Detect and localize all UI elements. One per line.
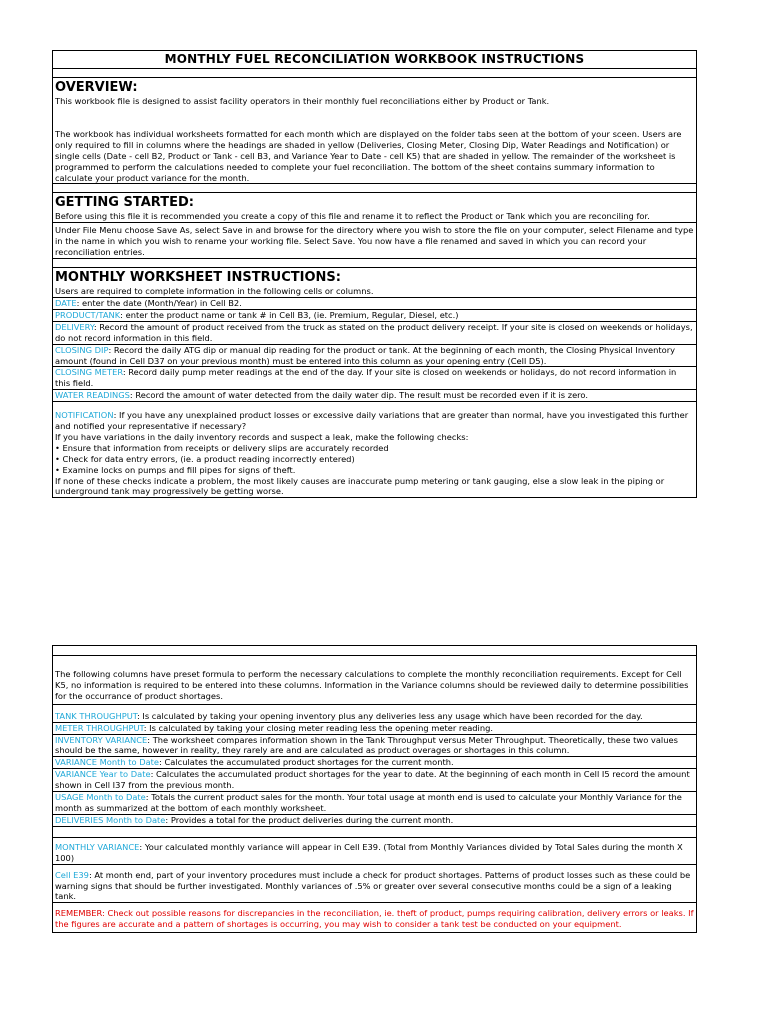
worksheet-item-closing-meter (52, 367, 697, 390)
item-text: : If you have any unexplained product losses or excessive daily variations that are greater than normal, have you investigated this further and notified your representative if necessary? (55, 410, 689, 432)
item-label: CLOSING METER (55, 367, 123, 378)
remember-note: REMEMBER: Check out possible reasons for discrepancies in the reconciliation, ie. theft of product, pumps requiring calibration, delivery errors or leaks. If the figures are accurate and a pattern of shortages is occurring, you may wish to consider a tank test be conducted on your equipment. (52, 903, 697, 933)
blank-row (52, 827, 697, 838)
item-label: VARIANCE Month to Date (55, 757, 160, 768)
item-label: METER THROUGHPUT (55, 722, 144, 733)
item-text: : At month end, part of your inventory procedures must include a check for product shortages. Patterns of product losses such as these could be warning signs that should be further investigated. Monthly variances of .5% or greater over several consecutive months could be a sign of a leaking tank. (55, 869, 691, 902)
item-label: PRODUCT/TANK (55, 309, 121, 320)
overview-intro: This workbook file is designed to assist facility operators in their monthly fuel reconciliations either by Product or Tank. (55, 96, 550, 106)
worksheet-item-product-tank (52, 310, 697, 322)
item-text: : Record the amount of water detected from the daily water dip. The result must be recorded even if it is zero. (129, 390, 588, 401)
preset-monthly-variance (52, 838, 697, 865)
item-text: : Is calculated by taking your closing meter reading less the opening meter reading. (143, 722, 494, 733)
worksheet-section (52, 268, 697, 298)
item-text: : Your calculated monthly variance will appear in Cell E39. (Total from Monthly Variances divided by Total Sales during the month X 100) (55, 841, 683, 863)
worksheet-item-water-readings (52, 390, 697, 402)
item-label: USAGE Month to Date (55, 792, 146, 803)
blank-row (52, 69, 697, 78)
item-label: TANK THROUGHPUT (55, 710, 137, 721)
worksheet-item-closing-dip (52, 345, 697, 368)
item-label: Cell E39 (55, 869, 89, 880)
overview-section (52, 78, 697, 184)
item-label: INVENTORY VARIANCE (55, 734, 148, 745)
preset-item-variance-mtd (52, 757, 697, 769)
page-title: MONTHLY FUEL RECONCILIATION WORKBOOK INSTRUCTIONS (52, 50, 697, 69)
preset-intro: The following columns have preset formula to perform the necessary calculations to complete the monthly reconciliation requirements. Except for Cell K5, no information is required to be entered into these columns. Information in the Variance columns should be reviewed daily to determine possibilities for the occurrance of product shortages. (55, 669, 689, 701)
getting-started-intro: Before using this file it is recommended you create a copy of this file and rename it to reflect the Product or Tank which you are reconciling for. (55, 211, 650, 222)
item-label: MONTHLY VARIANCE (55, 841, 140, 852)
item-label: WATER READINGS (55, 390, 130, 401)
notification-line: If you have variations in the daily inventory records and suspect a leak, make the following checks: (55, 431, 469, 442)
item-text: : enter the product name or tank # in Cell B3, (ie. Premium, Regular, Diesel, etc.) (120, 309, 459, 320)
preset-item-variance-ytd (52, 769, 697, 792)
overview-body: The workbook has individual worksheets formatted for each month which are displayed on the folder tabs seen at the bottom of your sceen. Users are only required to fill in columns where the headings are shaded in yellow (Deliveries, Closing Meter, Closing Dip, Water Readings and Notification) or single cells (Date - cell B2, Product or Tank - cell B3, and Variance Year to Date - cell K5) that are shaded in yellow. The remainder of the worksheet is programmed to perform the calculations needed to complete your fuel reconciliation. The bottom of the sheet contains summary information to calculate your product variance for the month. (55, 128, 682, 183)
item-text: : Record daily pump meter readings at the end of the day. If your site is closed on weekends or holidays, do not record information in this field. (55, 367, 677, 389)
worksheet-item-date (52, 298, 697, 310)
item-text: : Calculates the accumulated product shortages for the current month. (159, 757, 454, 768)
preset-item-inventory-variance (52, 735, 697, 758)
blank-row (52, 645, 697, 656)
overview-heading: OVERVIEW: (55, 80, 138, 95)
item-label: DELIVERY (55, 321, 94, 332)
item-label: CLOSING DIP (55, 344, 109, 355)
preset-cell-e39 (52, 865, 697, 904)
item-text: : Is calculated by taking your opening inventory plus any deliveries less any usage which have been recorded for the day. (136, 710, 643, 721)
item-label: DATE (55, 297, 77, 308)
item-label: VARIANCE Year to Date (55, 769, 151, 780)
item-label: NOTIFICATION (55, 410, 114, 421)
item-text: : Totals the current product sales for the month. Your total usage at month end is used to calculate your Monthly Variance for the month as summarized at the bottom of each monthly worksheet. (55, 792, 682, 813)
getting-started-body-row (52, 223, 697, 259)
instructions-sheet-bottom (52, 645, 697, 933)
worksheet-item-notification (52, 402, 697, 498)
getting-started-body: Under File Menu choose Save As, select Save in and browse for the directory where you wish to store the file on your computer, select Filename and type in the name in which you wish to rename your working file. Select Save. You now have a file renamed and saved in which you can record your reconciliation entries. (55, 225, 694, 258)
preset-intro-row (52, 656, 697, 705)
instructions-sheet-top (52, 50, 697, 498)
preset-item-deliveries-mtd (52, 815, 697, 827)
blank-row (52, 259, 697, 268)
item-text: : Provides a total for the product deliveries during the current month. (165, 814, 454, 825)
item-text: : enter the date (Month/Year) in Cell B2. (76, 297, 242, 308)
notification-check: • Ensure that information from receipts or delivery slips are accurately recorded (55, 442, 389, 453)
getting-started-heading: GETTING STARTED: (55, 195, 194, 211)
notification-check: • Examine locks on pumps and fill pipes for signs of theft. (55, 464, 296, 475)
item-label: DELIVERIES Month to Date (55, 814, 166, 825)
notification-check: • Check for data entry errors, (ie. a product reading incorrectly entered) (55, 453, 355, 464)
item-text: : Record the daily ATG dip or manual dip reading for the product or tank. At the beginning of each month, the Closing Physical Inventory amount (found in Cell D37 on your previous month) must be entered into this column as your opening entry (Cell D5). (55, 344, 676, 366)
getting-started-section (52, 193, 697, 223)
item-text: : Calculates the accumulated product shortages for the year to date. At the beginning of each month in Cell I5 record the amount shown in Cell I37 from the previous month. (55, 769, 690, 791)
preset-item-tank-throughput (52, 705, 697, 723)
worksheet-item-delivery (52, 322, 697, 345)
preset-item-usage-mtd (52, 792, 697, 815)
blank-row (52, 184, 697, 193)
worksheet-intro: Users are required to complete information in the following cells or columns. (55, 286, 374, 297)
item-text: : The worksheet compares information shown in the Tank Throughput versus Meter Throughput. Theoretically, these two values should be the same, however in reality, they rarely are and are calculated as product overages or shortages in this column. (55, 734, 678, 756)
notification-closing: If none of these checks indicate a problem, the most likely causes are inaccurate pump metering or tank gauging, else a slow leak in the piping or underground tank may progressively be getting worse. (55, 475, 665, 497)
worksheet-heading: MONTHLY WORKSHEET INSTRUCTIONS: (55, 270, 341, 286)
preset-item-meter-throughput (52, 723, 697, 735)
item-text: : Record the amount of product received from the truck as stated on the product delivery receipt. If your site is closed on weekends or holidays, do not record information in this field. (55, 321, 693, 343)
